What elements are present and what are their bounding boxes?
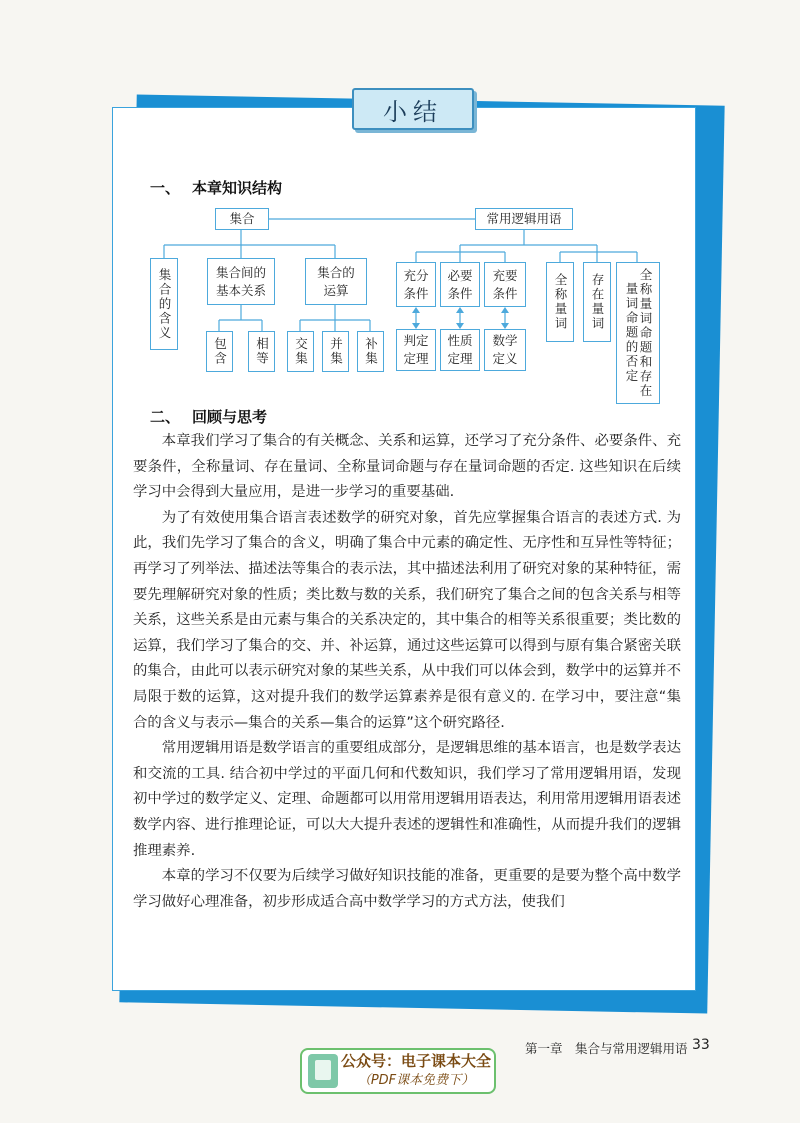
paragraph: 本章我们学习了集合的有关概念、关系和运算，还学习了充分条件、必要条件、充要条件，全称量词、存在量词、全称量词命题与存在量词命题的否定. 这些知识在后续学习中会得到大量应用，是进一步学习的重要基础. (133, 433, 681, 501)
node-set-relation: 集合间的 基本关系 (207, 258, 275, 305)
node-property-theorem: 性质 定理 (440, 329, 480, 371)
node-math-definition: 数学 定义 (484, 329, 526, 371)
node-judge-theorem: 判定 定理 (396, 329, 436, 371)
section-number: 一、 (150, 179, 181, 197)
watermark-badge (300, 1048, 496, 1094)
watermark-text (338, 1052, 494, 1090)
node-existential-quantifier: 存在量词 (583, 262, 611, 342)
paragraph: 常用逻辑用语是数学语言的重要组成部分，是逻辑思维的基本语言，也是数学表达和交流的工具. 结合初中学过的平面几何和代数知识，我们学习了常用逻辑用语，发现初中学过的数学定义、定理、命题都可以用常用逻辑用语表达，利用常用逻辑用语表述数学内容、进行推理论证，可以大大提升表述的逻辑性和准确性，从而提升我们的逻辑推理素养. (133, 740, 681, 859)
watermark-line2: （PDF课本免费下） (357, 1073, 475, 1088)
node-logic-terms: 常用逻辑用语 (475, 208, 573, 230)
summary-title-tag: 小结 (352, 88, 474, 130)
paragraph: 本章的学习不仅要为后续学习做好知识技能的准备，更重要的是要为整个高中数学学习做好心理准备，初步形成适合高中数学学习的方式方法，使我们 (133, 868, 681, 910)
section-heading-structure (150, 177, 282, 198)
node-sufficient-necessary: 充要 条件 (484, 262, 526, 307)
node-set-operation: 集合的 运算 (305, 258, 367, 305)
section-heading-review (150, 406, 267, 427)
section-number: 二、 (150, 408, 181, 426)
node-intersection: 交集 (287, 331, 314, 372)
paragraph: 为了有效使用集合语言表述数学的研究对象，首先应掌握集合语言的表述方式. 为此，我们先学习了集合的含义，明确了集合中元素的确定性、无序性和互异性等特征；再学习了列举法、描述法等集合的表示法，其中描述法利用了研究对象的某种特征，需要先理解研究对象的性质；类比数与数的关系，我们研究了集合之间的包含关系与相等关系，这些关系是由元素与集合的关系决定的，其中集合的相等关系很重要；类比数的运算，我们学习了集合的交、并、补运算，通过这些运算可以得到与原有集合紧密关联的集合，由此可以表示研究对象的某些关系，从中我们可以体会到，数学中的运算并不局限于数的运算，这对提升我们的数学运算素养是很有意义的. 在学习中，要注意“集合的含义与表示—集合的关系—集合的运算”这个研究路径. (133, 509, 681, 731)
section-title: 本章知识结构 (192, 179, 283, 197)
node-set-meaning: 集合的含义 (150, 258, 178, 350)
node-necessary: 必要 条件 (440, 262, 480, 307)
footer-chapter-title: 第一章 集合与常用逻辑用语 (525, 1041, 688, 1056)
page-number: 33 (692, 1037, 710, 1053)
node-union: 并集 (322, 331, 349, 372)
watermark-line1: 公众号：电子课本大全 (340, 1052, 491, 1070)
node-contain: 包含 (206, 331, 233, 372)
node-complement: 补集 (357, 331, 384, 372)
node-universal-quantifier: 全称量词 (546, 262, 574, 342)
book-icon (308, 1054, 338, 1088)
node-sufficient: 充分 条件 (396, 262, 436, 307)
node-set: 集合 (215, 208, 269, 230)
node-equal: 相等 (248, 331, 275, 372)
review-body (133, 429, 681, 915)
node-negation: 全称量词命题和存在量词命题的否定 (616, 262, 660, 404)
section-title: 回顾与思考 (192, 408, 268, 426)
